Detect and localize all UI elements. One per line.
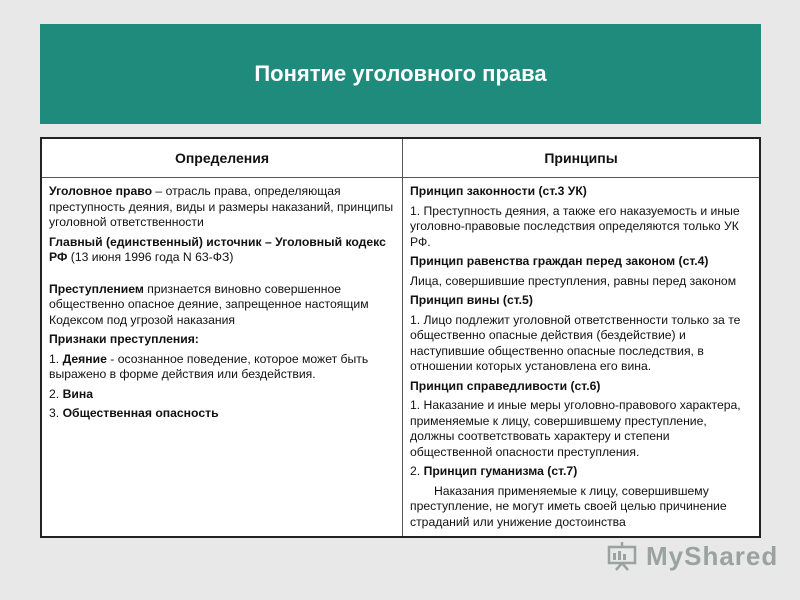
principle-title: Принцип справедливости (ст.6) [410, 378, 601, 393]
principle-justice-text: 1. Наказание и иные меры уголовно-правового характера, применяемые к лицу, совершившему преступление, должны соответствовать характеру и степени общественной опасности преступления. [410, 398, 741, 459]
term-criminal-law: Уголовное право [49, 184, 153, 198]
principle-title: Принцип законности (ст.3 УК) [410, 184, 587, 198]
principle-equality-heading [410, 254, 752, 270]
main-source [49, 235, 395, 266]
principle-legality-heading [410, 184, 752, 200]
main-source-text: (13 июня 1996 года N 63-ФЗ) [67, 250, 234, 264]
principle-humanism-heading [410, 464, 752, 480]
sign-act [49, 352, 395, 383]
principle-title: Принцип вины (ст.5) [410, 293, 533, 307]
sign-danger [49, 406, 395, 422]
act-text: - осознанное поведение, которое может быть выражено в форме действия или бездействия. [49, 351, 369, 381]
principle-title: Принцип равенства граждан перед законом (ст.4) [410, 254, 709, 268]
principle-justice-heading [410, 379, 752, 395]
principle-title: Принцип гуманизма (ст.7) [423, 464, 578, 478]
list-number: 1. [49, 351, 63, 366]
list-number: 2. [49, 386, 63, 401]
term-guilt: Вина [62, 386, 93, 401]
table-row [41, 178, 760, 538]
term-act: Деяние [62, 351, 107, 366]
crime-text: признается виновно совершенное общественно опасное деяние, запрещенное настоящим Кодексом под угрозой наказания [49, 281, 369, 327]
watermark-logo [606, 540, 778, 572]
principle-guilt-text: 1. Лицо подлежит уголовной ответственности только за те общественно опасные действия (бездействие) и наступившие общественно опасные последствия, в отношении которых установлена его вина. [410, 312, 741, 373]
title-banner [40, 24, 761, 124]
definitions-cell [41, 178, 403, 538]
criminal-law-text: – отрасль права, определяющая преступность деяния, виды и размеры наказаний, принципы уголовной ответственности [49, 184, 394, 229]
principle-humanism-text: Наказания применяемые к лицу, совершившему преступление, не могут иметь своей целью причинение страданий или унижение достоинства [410, 483, 727, 529]
presentation-board-icon [606, 541, 640, 571]
page-title: Понятие уголовного права [254, 61, 547, 86]
table-header-row [41, 138, 760, 178]
header-principles: Принципы [403, 138, 761, 178]
principle-legality-text: 1. Преступность деяния, а также его наказуемость и иные уголовно-правовые последствия определяются только УК РФ. [410, 203, 740, 249]
header-definitions: Определения [41, 138, 403, 178]
sign-guilt [49, 387, 395, 403]
term-main-source: Главный (единственный) источник – Уголовный кодекс РФ [49, 234, 386, 264]
list-number: 3. [49, 406, 63, 420]
watermark-text: MyShared [646, 540, 779, 571]
crime-definition [49, 282, 395, 329]
principle-guilt-heading [410, 293, 752, 309]
criminal-law-definition [49, 184, 395, 231]
crime-signs-heading [49, 332, 395, 348]
term-crime: Преступлением [49, 281, 144, 296]
term-crime-signs: Признаки преступления: [49, 332, 199, 346]
content-table [40, 137, 761, 538]
list-number: 2. [410, 464, 424, 478]
principles-cell [403, 178, 761, 538]
term-public-danger: Общественная опасность [62, 406, 219, 420]
principle-equality-text: Лица, совершившие преступления, равны перед законом [410, 273, 737, 288]
